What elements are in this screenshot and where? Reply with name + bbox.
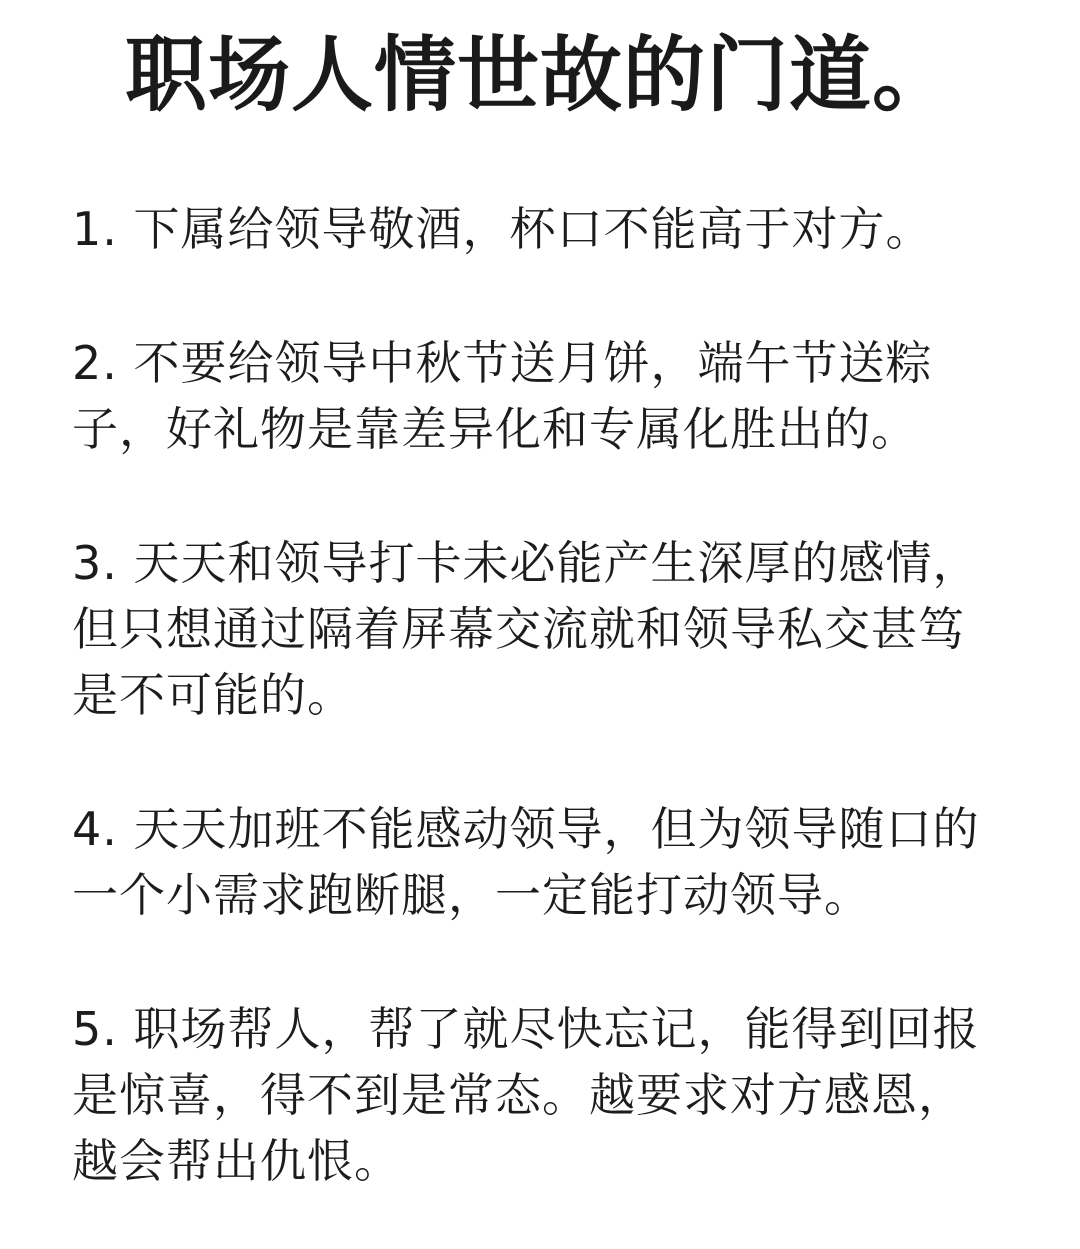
list-item: 1. 下属给领导敬酒，杯口不能高于对方。: [72, 202, 933, 256]
list-item: 5. 职场帮人，帮了就尽快忘记，能得到回报是惊喜，得不到是常态。越要求对方感恩，越会帮出仇恨。: [72, 1002, 980, 1188]
list-item: 4. 天天加班不能感动领导，但为领导随口的一个小需求跑断腿，一定能打动领导。: [72, 802, 980, 922]
list-item: 2. 不要给领导中秋节送月饼，端午节送粽子，好礼物是靠差异化和专属化胜出的。: [72, 336, 933, 456]
tips-list: [72, 196, 1002, 1194]
page-title: 职场人情世故的门道。: [124, 28, 955, 123]
list-item: 3. 天天和领导打卡未必能产生深厚的感情，但只想通过隔着屏幕交流就和领导私交甚笃是不可能的。: [72, 536, 980, 722]
